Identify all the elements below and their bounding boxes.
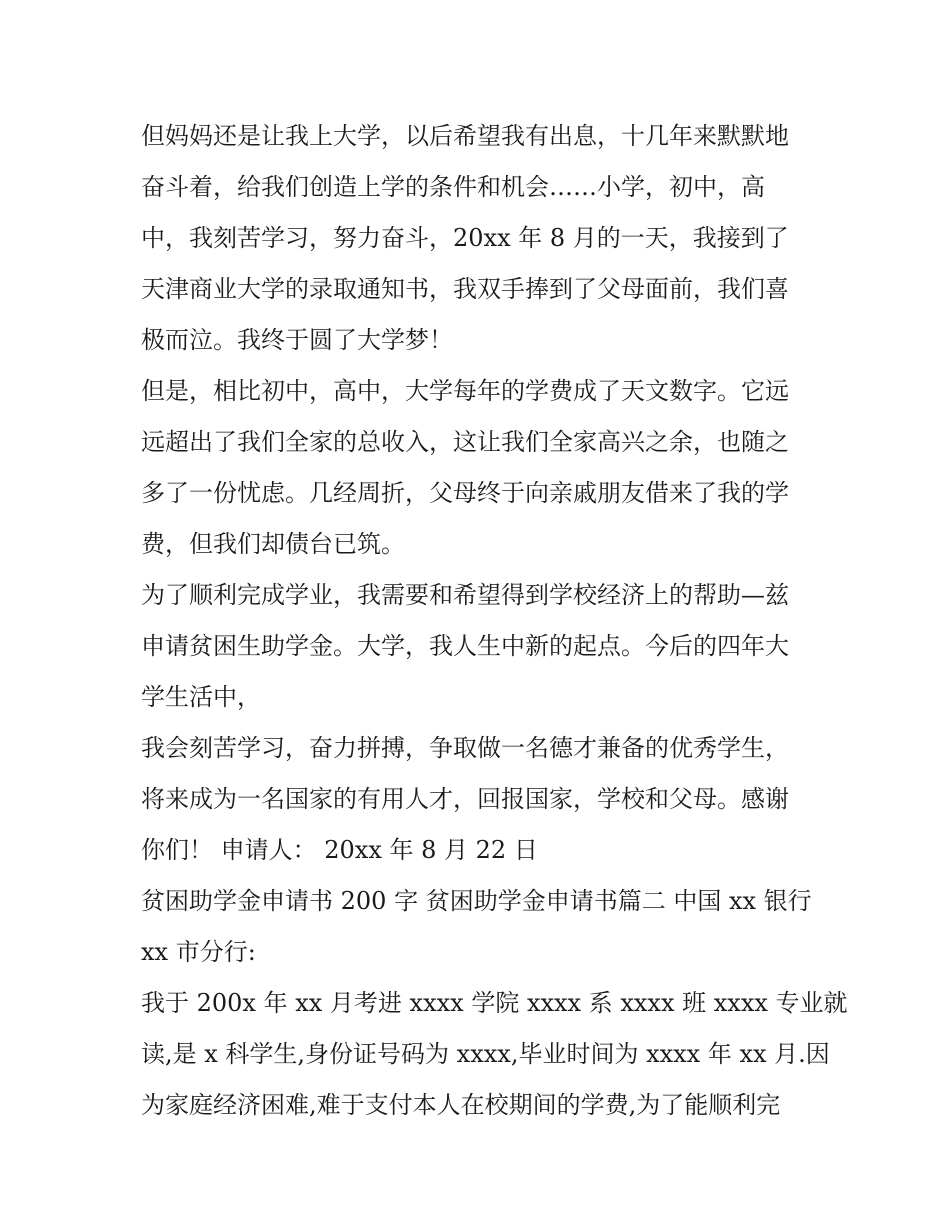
text-line: 但妈妈还是让我上大学，以后希望我有出息，十几年来默默地: [141, 122, 789, 150]
text-line: 费，但我们却债台已筑。: [141, 530, 405, 558]
text-line: 远超出了我们全家的总收入，这让我们全家高兴之余，也随之: [141, 428, 789, 456]
document-body: [141, 111, 848, 1131]
text-line: 申请贫困生助学金。大学，我人生中新的起点。今后的四年大: [141, 632, 789, 660]
text-line: 贫困助学金申请书 200 字 贫困助学金申请书篇二 中国 xx 银行: [141, 887, 812, 915]
text-line: 奋斗着，给我们创造上学的条件和机会……小学，初中，高: [141, 173, 765, 201]
text-line: 天津商业大学的录取通知书，我双手捧到了父母面前，我们喜: [141, 275, 789, 303]
text-line: 我于 200x 年 xx 月考进 xxxx 学院 xxxx 系 xxxx 班 xxxx 专业就: [141, 989, 848, 1017]
text-line: 为了顺利完成学业，我需要和希望得到学校经济上的帮助—兹: [141, 581, 789, 609]
text-line: 读,是 x 科学生,身份证号码为 xxxx,毕业时间为 xxxx 年 xx 月.因: [141, 1040, 830, 1068]
text-line: 极而泣。我终于圆了大学梦！: [141, 326, 453, 354]
text-line: 中，我刻苦学习，努力奋斗，20xx 年 8 月的一天，我接到了: [141, 224, 789, 252]
text-line: 你们！ 申请人： 20xx 年 8 月 22 日: [141, 836, 538, 864]
text-line: 学生活中，: [141, 683, 261, 711]
text-line: 多了一份忧虑。几经周折，父母终于向亲戚朋友借来了我的学: [141, 479, 789, 507]
text-line: xx 市分行:: [141, 938, 256, 966]
text-line: 但是，相比初中，高中，大学每年的学费成了天文数字。它远: [141, 377, 789, 405]
text-line: 我会刻苦学习，奋力拼搏，争取做一名德才兼备的优秀学生，: [141, 734, 789, 762]
text-line: 为家庭经济困难,难于支付本人在校期间的学费,为了能顺利完: [141, 1091, 781, 1119]
text-line: 将来成为一名国家的有用人才，回报国家，学校和父母。感谢: [141, 785, 789, 813]
